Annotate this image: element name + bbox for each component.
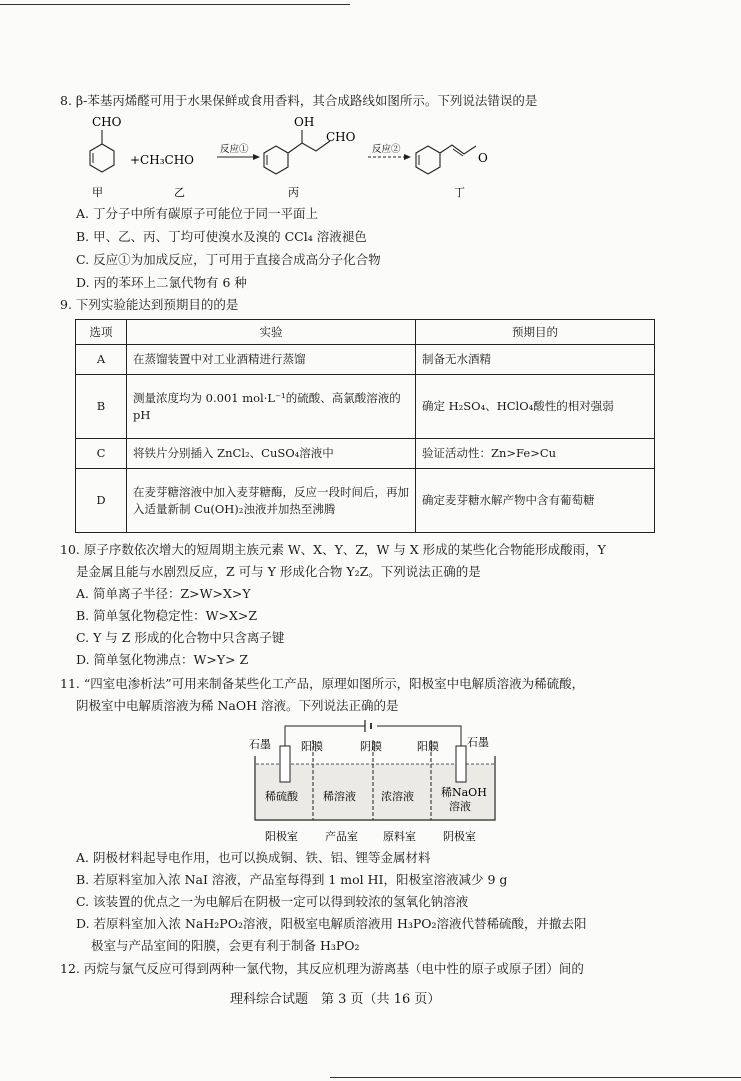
table-row: [76, 375, 655, 439]
room-label-anode: 阳极室: [265, 830, 298, 843]
solution-label-2: 稀溶液: [323, 790, 356, 803]
q11-option-d: D. 若原料室加入浓 NaH₂PO₂溶液，阳极室电解质溶液用 H₃PO₂溶液代替稀硫酸，并撤去阳: [76, 916, 587, 931]
room-label-cathode: 阴极室: [443, 830, 476, 843]
solution-label-4: 稀NaOH: [441, 786, 487, 799]
row-option: D: [76, 469, 127, 533]
row-option: C: [76, 439, 127, 469]
membrane-label-3: 阳膜: [417, 740, 439, 753]
header-purpose: 预期目的: [416, 320, 655, 345]
q8-option-b: B. 甲、乙、丙、丁均可使溴水及溴的 CCl₄ 溶液褪色: [76, 229, 367, 244]
q12-stem: 12. 丙烷与氯气反应可得到两种一氯代物，其反应机理为游离基（电中性的原子或原子团）间的: [60, 961, 584, 976]
q11-option-a: A. 阴极材料起导电作用，也可以换成铜、铁、铝、锂等金属材料: [76, 850, 431, 865]
membrane-label-2: 阴膜: [360, 740, 382, 753]
left-electrode-label: 石墨: [249, 738, 271, 751]
row-experiment: 在麦芽糖溶液中加入麦芽糖酶，反应一段时间后，再加入适量新制 Cu(OH)₂浊液并加热至沸腾: [127, 469, 416, 533]
solution-label-3: 浓溶液: [381, 790, 414, 803]
q11-option-d-cont: 极室与产品室间的阳膜，会更有利于制备 H₃PO₂: [91, 938, 360, 953]
label-bing: 丙: [288, 186, 299, 199]
row-experiment: 测量浓度均为 0.001 mol·L⁻¹的硫酸、高氯酸溶液的 pH: [127, 375, 416, 439]
right-electrode-label: 石墨: [467, 736, 489, 749]
table-row: [76, 439, 655, 469]
header-experiment: 实验: [127, 320, 416, 345]
header-option: 选项: [76, 320, 127, 345]
plus-reagent: +CH₃CHO: [130, 153, 194, 167]
membrane-label-1: 阳膜: [301, 740, 323, 753]
row-experiment: 在蒸馏装置中对工业酒精进行蒸馏: [127, 345, 416, 375]
solution-label-5: 溶液: [449, 800, 471, 813]
q11-stem-line1: 11. “四室电渗析法”可用来制备某些化工产品，原理如图所示，阳极室中电解质溶液为稀硫酸，: [60, 676, 585, 691]
q11-option-b: B. 若原料室加入浓 NaI 溶液，产品室每得到 1 mol HI，阳极室溶液减少 9 g: [76, 872, 508, 887]
row-purpose: 验证活动性：Zn>Fe>Cu: [416, 439, 655, 469]
q8-option-d: D. 丙的苯环上二氯代物有 6 种: [76, 275, 247, 290]
table-row: [76, 469, 655, 533]
q10-option-c: C. Y 与 Z 形成的化合物中只含离子键: [76, 630, 285, 645]
label-jia: 甲: [92, 186, 103, 199]
label-ding: 丁: [454, 186, 465, 199]
jia-cho-label: CHO: [92, 115, 122, 129]
bottom-border-line: [330, 1077, 741, 1078]
row-purpose: 确定 H₂SO₄、HClO₄酸性的相对强弱: [416, 375, 655, 439]
arrow1-label: 反应①: [220, 144, 249, 155]
ding-o: O: [478, 151, 488, 165]
q8-stem: 8. β-苯基丙烯醛可用于水果保鲜或食用香料，其合成路线如图所示。下列说法错误的是: [60, 93, 538, 108]
q10-stem-line2: 是金属且能与水剧烈反应，Z 可与 Y 形成化合物 Y₂Z。下列说法正确的是: [76, 564, 481, 579]
label-yi: 乙: [174, 186, 185, 199]
row-experiment: 将铁片分别插入 ZnCl₂、CuSO₄溶液中: [127, 439, 416, 469]
row-purpose: 制备无水酒精: [416, 345, 655, 375]
solution-label-1: 稀硫酸: [265, 790, 298, 803]
q10-stem-line1: 10. 原子序数依次增大的短周期主族元素 W、X、Y、Z，W 与 X 形成的某些化合物能形成酸雨，Y: [60, 542, 606, 557]
q8-option-c: C. 反应①为加成反应，丁可用于直接合成高分子化合物: [76, 252, 381, 267]
row-option: A: [76, 345, 127, 375]
q8-option-a: A. 丁分子中所有碳原子可能位于同一平面上: [76, 206, 318, 221]
q9-experiment-table: [75, 319, 655, 533]
q11-option-c: C. 该装置的优点之一为电解后在阴极一定可以得到较浓的氢氧化钠溶液: [76, 894, 469, 909]
bing-cho: CHO: [326, 130, 356, 144]
row-purpose: 确定麦芽糖水解产物中含有葡萄糖: [416, 469, 655, 533]
top-border-line: [0, 4, 350, 5]
room-label-feed: 原料室: [383, 830, 416, 843]
q8-synthesis-scheme: [70, 112, 540, 200]
row-option: B: [76, 375, 127, 439]
table-header-row: [76, 320, 655, 345]
q10-option-b: B. 简单氢化物稳定性：W>X>Z: [76, 608, 258, 623]
q9-stem: 9. 下列实验能达到预期目的的是: [60, 297, 239, 312]
room-label-product: 产品室: [325, 830, 358, 843]
electrodialysis-diagram: [245, 720, 505, 848]
table-row: [76, 345, 655, 375]
q10-option-a: A. 简单离子半径：Z>W>X>Y: [76, 586, 251, 601]
page-footer: 理科综合试题 第 3 页（共 16 页）: [230, 992, 441, 1007]
arrow2-label: 反应②: [372, 144, 401, 155]
q10-option-d: D. 简单氢化物沸点：W>Y> Z: [76, 652, 249, 667]
q11-stem-line2: 阴极室中电解质溶液为稀 NaOH 溶液。下列说法正确的是: [76, 698, 399, 713]
bing-oh: OH: [294, 115, 315, 129]
